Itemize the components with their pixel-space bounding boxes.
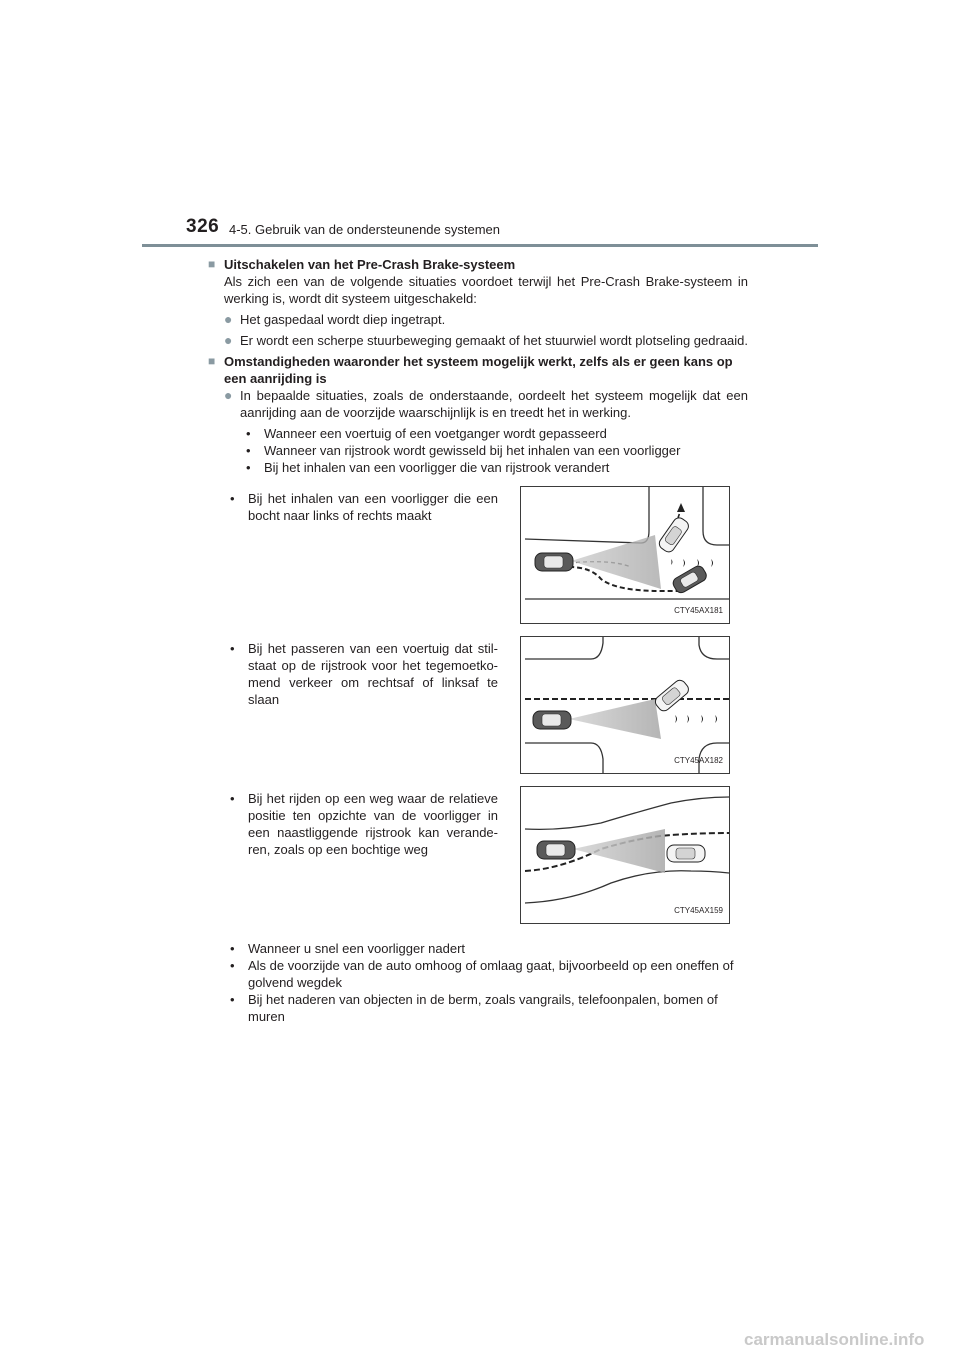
bullet-mark: •: [246, 460, 251, 475]
bullet-mark: •: [230, 641, 235, 656]
bullet-list: [224, 425, 748, 476]
section-conditions: [208, 353, 748, 1025]
figure-code: CTY45AX181: [674, 606, 723, 615]
bullet-item: [230, 991, 748, 1025]
bullet-mark: •: [230, 941, 235, 956]
figure-curved-road: [520, 786, 730, 924]
dot-icon: ●: [224, 332, 233, 348]
bullet-text: Wanneer van rijstrook wordt gewisseld bij het inhalen van een voorligger: [264, 443, 681, 458]
bullet-mark: •: [246, 426, 251, 441]
figure-caption: [230, 490, 498, 524]
bullet-item: [230, 957, 748, 991]
figure-caption-text: Bij het inhalen van een voorligger die een bocht naar links of rechts maakt: [248, 491, 498, 523]
list-item: [224, 332, 748, 349]
figure-caption: [230, 790, 498, 858]
page-number: 326: [186, 216, 220, 237]
bullet-text: Wanneer een voertuig of een voetganger wordt gepasseerd: [264, 426, 607, 441]
section-heading: [208, 353, 748, 387]
figure-caption-text: Bij het passeren van een voertuig dat stil-staat op de rijstrook voor het tegemoetko-mend verkeer om rechtsaf of linksaf te slaan: [248, 641, 498, 707]
bullet-text: Als de voorzijde van de auto omhoog of omlaag gaat, bijvoorbeeld op een oneffen of golvend wegdek: [248, 958, 734, 990]
bullet-list: [208, 940, 748, 1025]
square-icon: ■: [208, 354, 216, 368]
bullet-text: Wanneer u snel een voorligger nadert: [248, 941, 466, 956]
bullet-text: Bij het inhalen van een voorligger die van rijstrook verandert: [264, 460, 610, 475]
bullet-item: [246, 459, 748, 476]
bullet-mark: •: [246, 443, 251, 458]
list-item: [224, 311, 748, 328]
section-title: 4-5. Gebruik van de ondersteunende systemen: [229, 222, 501, 237]
figure-code: CTY45AX182: [674, 756, 723, 765]
figure-overtake-turning: [520, 486, 730, 624]
figure-row: [208, 640, 748, 790]
square-icon: ■: [208, 257, 216, 271]
figure-passing-stopped: [520, 636, 730, 774]
list-item-text: In bepaalde situaties, zoals de onderstaande, oordeelt het systeem mogelijk dat een aanrijding aan de voorzijde waarschijnlijk is en treedt het in werking.: [240, 388, 748, 420]
bullet-mark: •: [230, 958, 235, 973]
header-divider: [142, 244, 818, 247]
bullet-item: [246, 425, 748, 442]
dot-icon: ●: [224, 387, 233, 403]
bullet-mark: •: [230, 992, 235, 1007]
figure-row: [208, 790, 748, 940]
intro-paragraph: Als zich een van de volgende situaties voordoet terwijl het Pre-Crash Brake-systeem in werking is, wordt dit systeem uitgeschakeld:: [224, 274, 748, 306]
list-item-text: Er wordt een scherpe stuurbeweging gemaakt of het stuurwiel wordt plotseling gedraaid.: [240, 333, 749, 348]
bullet-item: [230, 940, 748, 957]
figure-row: [208, 490, 748, 640]
bullet-mark: •: [230, 791, 235, 806]
section-disable: [208, 256, 748, 349]
dot-icon: ●: [224, 311, 233, 327]
bullet-text: Bij het naderen van objecten in de berm, zoals vangrails, telefoonpalen, bomen of muren: [248, 992, 718, 1024]
heading-text: Omstandigheden waaronder het systeem mogelijk werkt, zelfs als er geen kans op een aanrijding is: [224, 354, 733, 386]
page-content: [208, 256, 748, 1028]
bullet-mark: •: [230, 491, 235, 506]
figure-caption-text: Bij het rijden op een weg waar de relatieve positie ten opzichte van de voorligger in een naastliggende rijstrook kan verande-ren, zoals op een bochtige weg: [248, 791, 498, 857]
list-item: [224, 387, 748, 421]
figure-code: CTY45AX159: [674, 906, 723, 915]
watermark: carmanualsonline.info: [744, 1330, 925, 1349]
heading-text: Uitschakelen van het Pre-Crash Brake-systeem: [224, 257, 516, 272]
list-item-text: Het gaspedaal wordt diep ingetrapt.: [240, 312, 446, 327]
section-heading: [208, 256, 748, 273]
figure-caption: [230, 640, 498, 708]
bullet-item: [246, 442, 748, 459]
